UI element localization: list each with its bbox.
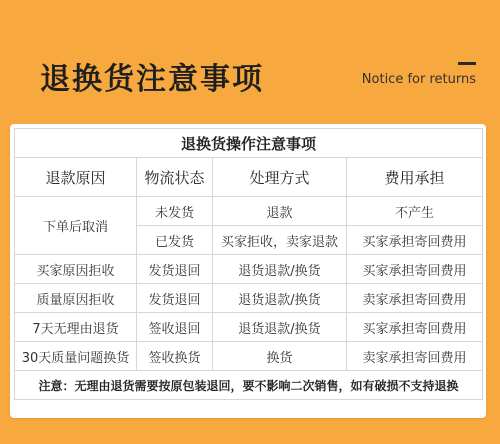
table-cell: 买家拒收，卖家退款 xyxy=(213,226,347,255)
table-cell: 买家原因拒收 xyxy=(15,255,137,284)
returns-card xyxy=(10,124,486,418)
table-cell: 已发货 xyxy=(137,226,213,255)
table-cell: 退货退款/换货 xyxy=(213,255,347,284)
table-cell: 退货退款/换货 xyxy=(213,284,347,313)
table-row xyxy=(15,255,483,284)
table-cell: 签收换货 xyxy=(137,342,213,371)
table-title: 退换货操作注意事项 xyxy=(15,129,483,158)
table-note: 注意：无理由退货需要按原包装退回，要不影响二次销售，如有破损不支持退换 xyxy=(15,371,483,400)
column-header: 退款原因 xyxy=(15,158,137,197)
decorative-dash xyxy=(458,62,476,65)
page-title: 退换货注意事项 xyxy=(40,62,264,97)
table-cell: 退货退款/换货 xyxy=(213,313,347,342)
table-cell: 卖家承担寄回费用 xyxy=(347,284,483,313)
table-cell: 下单后取消 xyxy=(15,197,137,255)
table-cell: 换货 xyxy=(213,342,347,371)
table-cell: 不产生 xyxy=(347,197,483,226)
table-row xyxy=(15,313,483,342)
table-cell: 退款 xyxy=(213,197,347,226)
column-header: 费用承担 xyxy=(347,158,483,197)
table-cell: 买家承担寄回费用 xyxy=(347,226,483,255)
table-header-row xyxy=(15,158,483,197)
table-row xyxy=(15,284,483,313)
column-header: 处理方式 xyxy=(213,158,347,197)
table-cell: 卖家承担寄回费用 xyxy=(347,342,483,371)
table-cell: 发货退回 xyxy=(137,255,213,284)
table-cell: 签收退回 xyxy=(137,313,213,342)
table-cell: 买家承担寄回费用 xyxy=(347,313,483,342)
header xyxy=(0,0,500,124)
table-cell: 7天无理由退货 xyxy=(15,313,137,342)
table-row xyxy=(15,197,483,226)
table-cell: 买家承担寄回费用 xyxy=(347,255,483,284)
table-cell: 质量原因拒收 xyxy=(15,284,137,313)
table-cell: 30天质量问题换货 xyxy=(15,342,137,371)
table-cell: 发货退回 xyxy=(137,284,213,313)
returns-table xyxy=(14,128,483,400)
table-cell: 未发货 xyxy=(137,197,213,226)
table-row xyxy=(15,342,483,371)
page-subtitle: Notice for returns xyxy=(361,72,476,87)
column-header: 物流状态 xyxy=(137,158,213,197)
